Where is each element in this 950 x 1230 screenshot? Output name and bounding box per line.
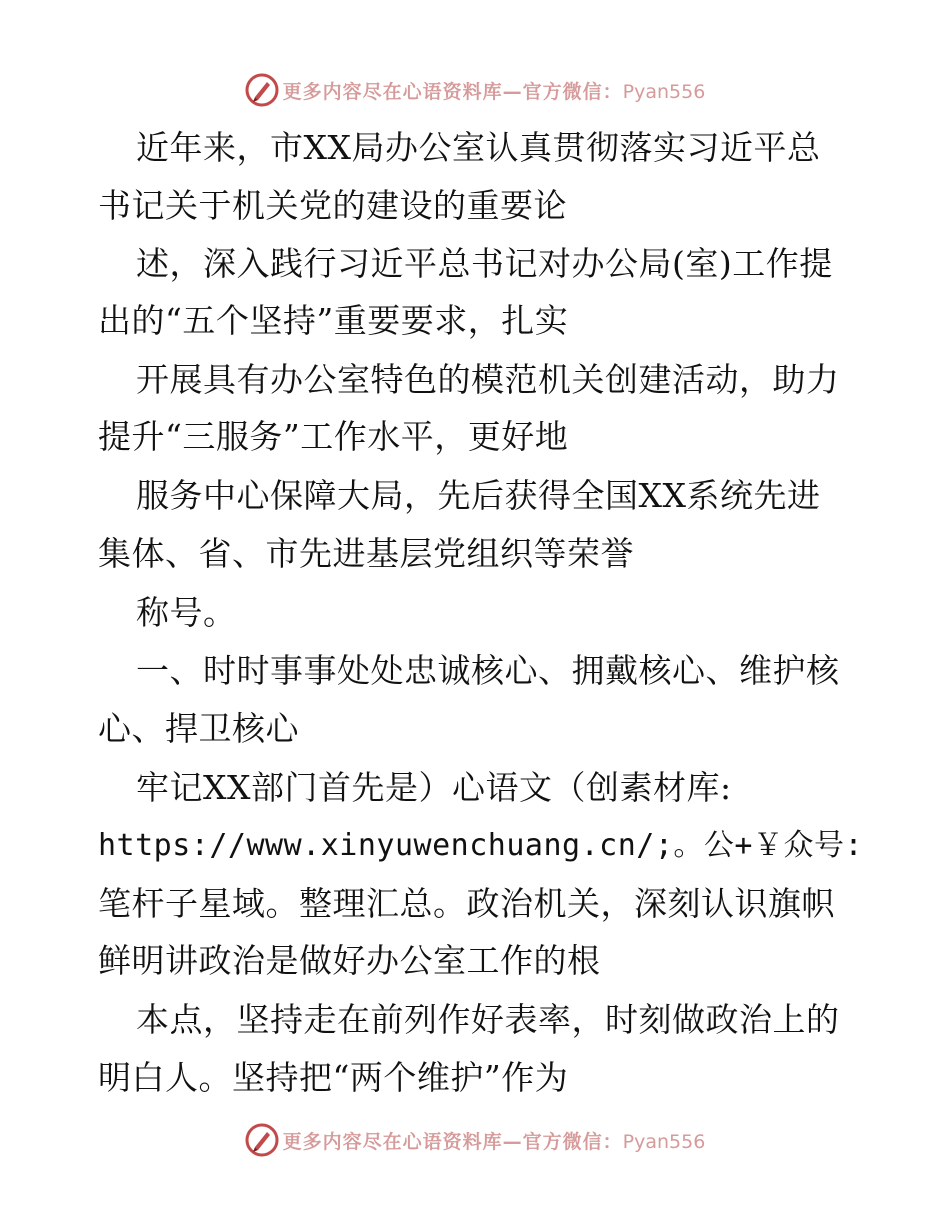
text-line: 心、捍卫核心 [98, 709, 299, 748]
text-line: 本点，坚持走在前列作好表率，时刻做政治上的 [136, 1000, 840, 1039]
watermark-label: 更多内容尽在心语资料库—官方微信：Pyan556 [282, 1130, 706, 1153]
text-line: 近年来，市XX局办公室认真贯彻落实习近平总 [136, 128, 821, 167]
header-watermark [0, 70, 950, 110]
text-line: 书记关于机关党的建设的重要论 [98, 186, 567, 225]
text-line: 鲜明讲政治是做好办公室工作的根 [98, 941, 601, 980]
text-line-url: https://www.xinyuwenchuang.cn/;。公+￥众号: [98, 828, 864, 863]
text-line: 笔杆子星域。整理汇总。政治机关，深刻认识旗帜 [98, 884, 835, 923]
text-line: 服务中心保障大局，先后获得全国XX系统先进 [136, 476, 821, 515]
watermark-label: 更多内容尽在心语资料库—官方微信：Pyan556 [282, 80, 706, 103]
text-line: 提升“三服务”工作水平，更好地 [98, 417, 569, 456]
pen-logo-icon [245, 1123, 279, 1157]
text-line: 一、时时事事处处忠诚核心、拥戴核心、维护核 [136, 651, 840, 690]
text-line: 集体、省、市先进基层党组织等荣誉 [98, 534, 634, 573]
text-line: 出的“五个坚持”重要要求，扎实 [98, 301, 569, 340]
text-line: 述，深入践行习近平总书记对办公局(室)工作提 [136, 244, 833, 283]
text-line: 开展具有办公室特色的模范机关创建活动，助力 [136, 360, 840, 399]
text-line: 牢记XX部门首先是）心语文（创素材库: [136, 768, 732, 807]
text-line: 称号。 [136, 593, 237, 632]
pen-logo-icon [245, 73, 279, 107]
footer-watermark [0, 1120, 950, 1160]
text-line: 明白人。坚持把“两个维护”作为 [98, 1058, 569, 1097]
